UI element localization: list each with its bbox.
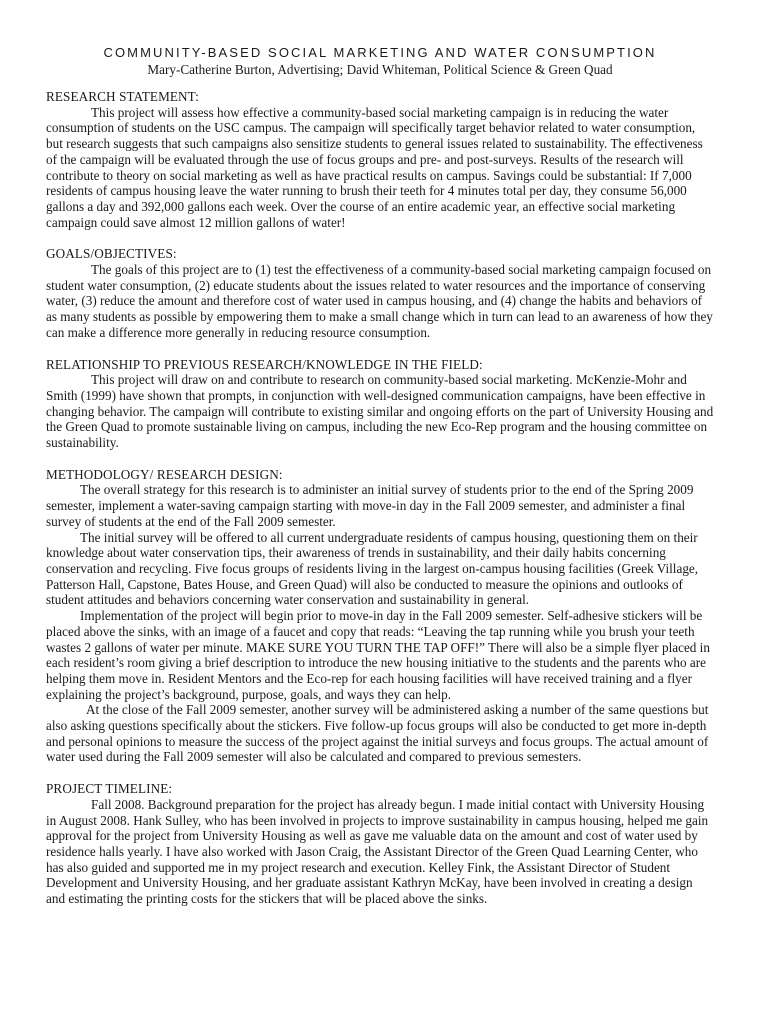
paragraph: The initial survey will be offered to all current undergraduate residents of campus housing, questioning them on their knowledge about water conservation tips, their awareness of trends in sustainability, and their daily habits concerning conservation and recycling. Five focus groups of residents living in the largest on-campus housing facilities (Greek Village, Patterson Hall, Capstone, Bates House, and Green Quad) will also be conducted to measure the opinions and outlooks of student attitudes and behaviors concerning water conservation and sustainability in general. (46, 529, 699, 608)
section-methodology (46, 467, 714, 765)
section-heading: RELATIONSHIP TO PREVIOUS RESEARCH/KNOWLEDGE IN THE FIELD: (46, 356, 483, 372)
paragraph: The overall strategy for this research is to administer an initial survey of students prior to the end of the Spring 2009 semester, implement a water-saving campaign starting with move-in day in the Fall 2009 semester, and administer a final survey of students at the end of the Fall 2009 semester. (46, 482, 694, 529)
section-relationship (46, 357, 714, 451)
paragraph: Implementation of the project will begin prior to move-in day in the Fall 2009 semester. Self-adhesive stickers will be placed above the sinks, with an image of a faucet and copy that reads: “Leaving the tap running while you brush your teeth wastes 2 gallons of water per minute. MAKE SURE YOU TURN THE TAP OFF!” There will also be a simple flyer placed in each resident’s room giving a brief description to introduce the new housing initiative to the students and the parents who are helping them move in. Resident Mentors and the Eco-rep for each housing facilities will have received training and a flyer explaining the project’s background, purpose, goals, and ways they can help. (46, 608, 710, 702)
paragraph: This project will assess how effective a community-based social marketing campaign is in reducing the water consumption of students on the USC campus. The campaign will specifically target behavior related to water consumption, but research suggests that such campaigns also sensitize students to general issues related to sustainability. The effectiveness of the campaign will be evaluated through the use of focus groups and pre- and post-surveys. Results of the research will contribute to theory on social marketing as well as have practical results on campus. Savings could be substantial: If 7,000 residents of campus housing leave the water running to brush their teeth for 4 minutes total per day, they consume 56,000 gallons a day and 392,000 gallons each week. Over the course of an entire academic year, an effective social marketing campaign could save almost 12 million gallons of water! (46, 104, 703, 230)
section-goals (46, 246, 714, 340)
paragraph: Fall 2008. Background preparation for the project has already begun. I made initial contact with University Housing in August 2008. Hank Sulley, who has been involved in projects to improve sustainability in campus housing, helped me gain approval for the project from University Housing as well as gave me valuable data on the amount and cost of water used by residence halls yearly. I have also worked with Jason Craig, the Assistant Director of the Green Quad Learning Center, who has also guided and supported me in my project research and execution. Kelley Fink, the Assistant Director of Student Development and University Housing, and her graduate assistant Kathryn McKay, have been involved in creating a design and estimating the printing costs for the stickers that will be placed above the sinks. (46, 796, 709, 907)
section-heading: PROJECT TIMELINE: (46, 781, 173, 797)
section-timeline (46, 781, 714, 907)
document-page (46, 44, 714, 923)
section-heading: RESEARCH STATEMENT: (46, 89, 199, 104)
section-heading: METHODOLOGY/ RESEARCH DESIGN: (46, 466, 283, 482)
document-authors: Mary-Catherine Burton, Advertising; David Whiteman, Political Science & Green Quad (147, 62, 613, 77)
paragraph: This project will draw on and contribute to research on community-based social marketing. McKenzie-Mohr and Smith (1999) have shown that prompts, in conjunction with well-designed communication campaigns, have been effective in changing behavior. The campaign will contribute to existing similar and ongoing efforts on the part of University Housing and the Green Quad to promote sustainable living on campus, including the new Eco-Rep program and the housing committee on sustainability. (46, 372, 714, 451)
section-research-statement (46, 89, 714, 230)
paragraph: At the close of the Fall 2009 semester, another survey will be administered asking a number of the same questions but also asking questions specifically about the stickers. Five follow-up focus groups will also be conducted to get more in-depth and personal opinions to measure the success of the project against the initial surveys and focus groups. The actual amount of water used during the Fall 2009 semester will also be calculated and compared to previous semesters. (46, 702, 709, 765)
paragraph: The goals of this project are to (1) test the effectiveness of a community-based social marketing campaign focused on student water consumption, (2) educate students about the issues related to water resources and the importance of conserving water, (3) reduce the amount and therefore cost of water used in campus housing, and (4) change the habits and behaviors of as many students as possible by empowering them to make a small change which in turn can lead to an awareness of how they can make a difference more generally in reducing resource consumption. (46, 262, 713, 340)
document-title: COMMUNITY-BASED SOCIAL MARKETING AND WATER CONSUMPTION (103, 45, 657, 60)
section-heading: GOALS/OBJECTIVES: (46, 246, 177, 262)
